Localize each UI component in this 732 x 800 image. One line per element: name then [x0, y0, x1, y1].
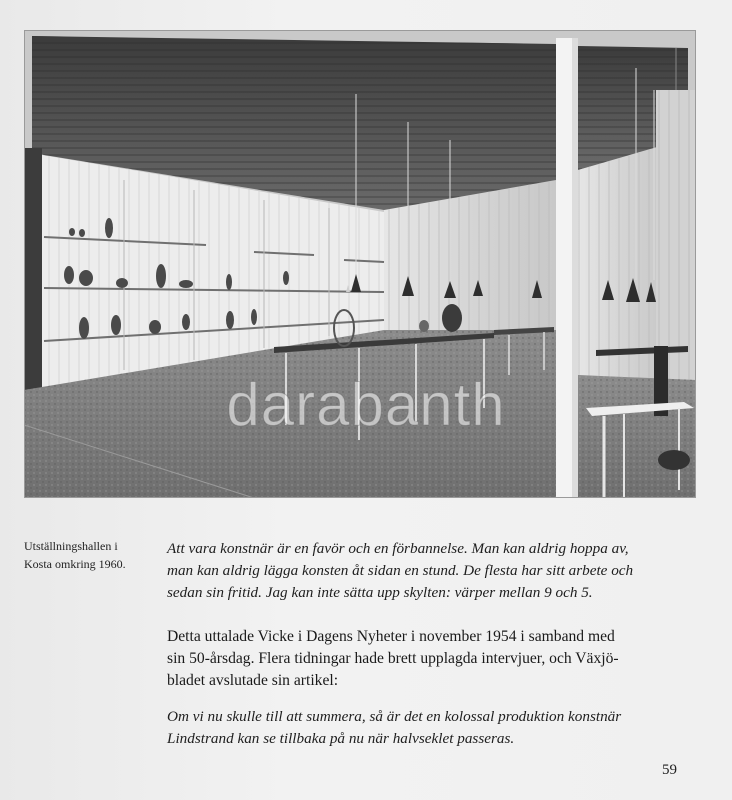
- photo-caption: [24, 537, 144, 573]
- caption-line: Kosta omkring 1960.: [24, 557, 126, 571]
- text-line: Att vara konstnär är en favör och en förbannelse. Man kan aldrig hoppa av,: [167, 540, 629, 557]
- text-line: bladet avslutade sin artikel:: [167, 672, 339, 689]
- text-line: sedan sin fritid. Jag kan inte sätta upp skylten: värper mellan 9 och 5.: [167, 584, 593, 601]
- body-text: [167, 538, 689, 750]
- caption-line: Utställningshallen i: [24, 539, 118, 553]
- text-line: man kan aldrig lägga konsten åt sidan en stund. De flesta har sitt arbete och: [167, 562, 634, 579]
- quote-block-1: [167, 538, 689, 604]
- text-line: Lindstrand kan se tillbaka på nu när halvseklet passeras.: [167, 730, 515, 747]
- watermark-text: darabanth: [226, 371, 506, 438]
- text-line: Om vi nu skulle till att summera, så är det en kolossal produktion konstnär: [167, 708, 622, 725]
- paragraph-1: [167, 626, 689, 692]
- quote-block-2: [167, 706, 689, 750]
- page-number: 59: [662, 762, 677, 778]
- text-line: sin 50-årsdag. Flera tidningar hade brett upplagda intervjuer, och Växjö-: [167, 650, 619, 667]
- text-line: Detta uttalade Vicke i Dagens Nyheter i november 1954 i samband med: [167, 628, 615, 645]
